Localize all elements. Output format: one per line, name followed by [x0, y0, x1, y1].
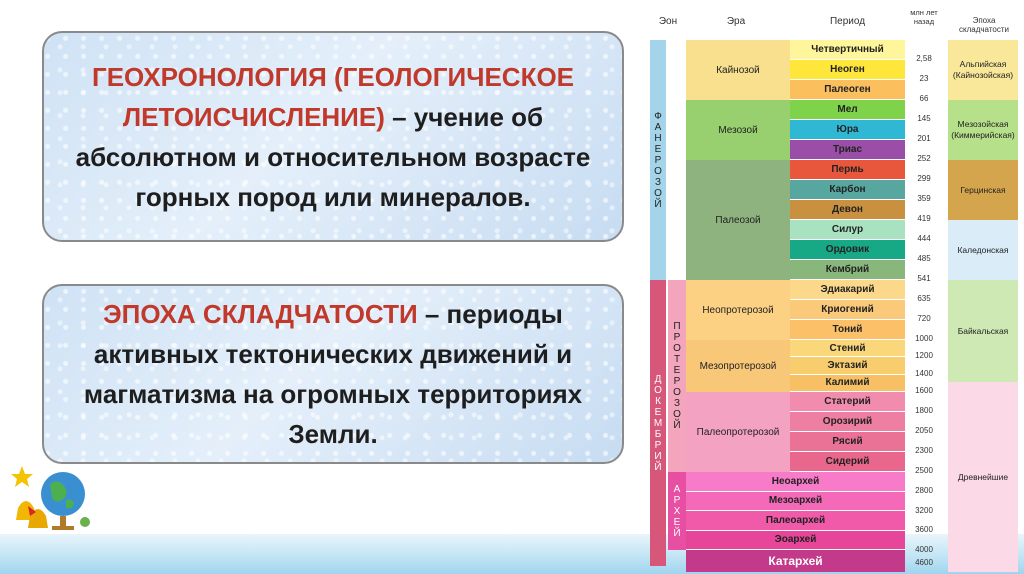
period-age: 1400 [915, 368, 933, 378]
period-row: Триас [790, 140, 905, 160]
eon-proterozoic: П Р О Т Е Р О З О Й [668, 280, 686, 472]
archean-age: 4000 [915, 544, 933, 554]
header-eon: Эон [658, 16, 678, 27]
folding-mesozoic: Мезозойская (Киммерийская) [948, 100, 1018, 160]
period-row: Статерий [790, 392, 905, 412]
folding-ancient: Древнейшие [948, 382, 1018, 572]
period-row: Юра [790, 120, 905, 140]
geochronology-definition: – учение об абсолютном и относительном возрасте горных пород или минералов. [75, 101, 591, 212]
period-row: Кембрий [790, 260, 905, 280]
period-row: Карбон [790, 180, 905, 200]
globe-bells-icon [8, 456, 98, 536]
period-age: 23 [919, 74, 929, 83]
period-row: Тоний [790, 320, 905, 340]
period-age: 359 [917, 194, 931, 203]
period-age: 1600 [915, 385, 933, 395]
period-age: 485 [917, 254, 931, 263]
geochronology-text [44, 57, 622, 217]
period-age: 201 [917, 134, 931, 143]
period-row: Сидерий [790, 452, 905, 472]
period-row: Неоген [790, 60, 905, 80]
era-cenozoic: Кайнозой [686, 40, 790, 100]
geochronology-term: ГЕОХРОНОЛОГИЯ (ГЕОЛОГИЧЕСКОЕ ЛЕТОИСЧИСЛЕНИЕ) [91, 61, 575, 132]
period-row: Калимий [790, 375, 905, 392]
header-era: Эра [726, 16, 746, 27]
period-age: 2050 [915, 426, 933, 435]
period-age: 299 [917, 174, 931, 183]
eon-phanerozoic: Ф А Н Е Р О З О Й [650, 40, 666, 280]
header-period: Период [829, 16, 866, 27]
period-row: Силур [790, 220, 905, 240]
geochronology-table [650, 8, 1024, 574]
period-age: 2,58 [916, 54, 932, 63]
header-age: млн лет назад [910, 8, 938, 26]
period-age: 2500 [915, 466, 933, 475]
period-age: 66 [919, 94, 929, 103]
folding-epoch-text [44, 294, 622, 454]
period-age: 145 [917, 114, 931, 123]
era-paleozoic: Палеозой [686, 160, 790, 280]
period-row: Эктазий [790, 357, 905, 374]
folding-alpine: Альпийская (Кайнозойская) [948, 40, 1018, 100]
folding-caledonian: Каледонская [948, 220, 1018, 280]
period-age: 1200 [915, 351, 933, 361]
archean-row: Мезоархей [686, 492, 905, 512]
eon-archean: А Р Х Е Й [668, 472, 686, 550]
age-hadean: 4600 [915, 558, 933, 567]
folding-epoch-definition: – периоды активных тектонических движений и магматизма на огромных территориях Земли. [83, 299, 583, 449]
period-age: 720 [917, 314, 931, 323]
folding-baikal: Байкальская [948, 280, 1018, 382]
archean-row: Палеоархей [686, 511, 905, 531]
period-row: Ордовик [790, 240, 905, 260]
period-age: 419 [917, 214, 931, 223]
eon-precambrian: Д О К Е М Б Р И Й [650, 280, 666, 566]
period-row: Четвертичный [790, 40, 905, 60]
archean-row: Эоархей [686, 531, 905, 551]
period-age: 1800 [915, 406, 933, 415]
era-neoproterozoic: Неопротерозой [686, 280, 790, 340]
archean-row: Неоархей [686, 472, 905, 492]
period-row: Рясий [790, 432, 905, 452]
folding-epoch-term: ЭПОХА СКЛАДЧАТОСТИ [103, 299, 418, 329]
era-hadean: Катархей [686, 550, 905, 572]
period-age: 252 [917, 154, 931, 163]
folding-hercynian: Герцинская [948, 160, 1018, 220]
period-row: Мел [790, 100, 905, 120]
archean-age: 3200 [915, 505, 933, 515]
geochronology-card [42, 31, 624, 242]
era-paleoproterozoic: Палеопротерозой [686, 392, 790, 472]
archean-age: 3600 [915, 525, 933, 534]
period-row: Орозирий [790, 412, 905, 432]
period-row: Эдиакарий [790, 280, 905, 300]
era-mesozoic: Мезозой [686, 100, 790, 160]
period-row: Палеоген [790, 80, 905, 100]
period-row: Стений [790, 340, 905, 357]
period-age: 541 [917, 274, 931, 283]
period-age: 444 [917, 234, 931, 243]
folding-epoch-card [42, 284, 624, 464]
period-age: 2300 [915, 446, 933, 455]
period-row: Девон [790, 200, 905, 220]
header-folding: Эпоха складчатости [959, 16, 1009, 34]
era-mesoproterozoic: Мезопротерозой [686, 340, 790, 392]
archean-age: 2800 [915, 486, 933, 495]
period-row: Пермь [790, 160, 905, 180]
period-age: 635 [917, 294, 931, 303]
period-row: Криогений [790, 300, 905, 320]
period-age: 1000 [915, 334, 933, 343]
